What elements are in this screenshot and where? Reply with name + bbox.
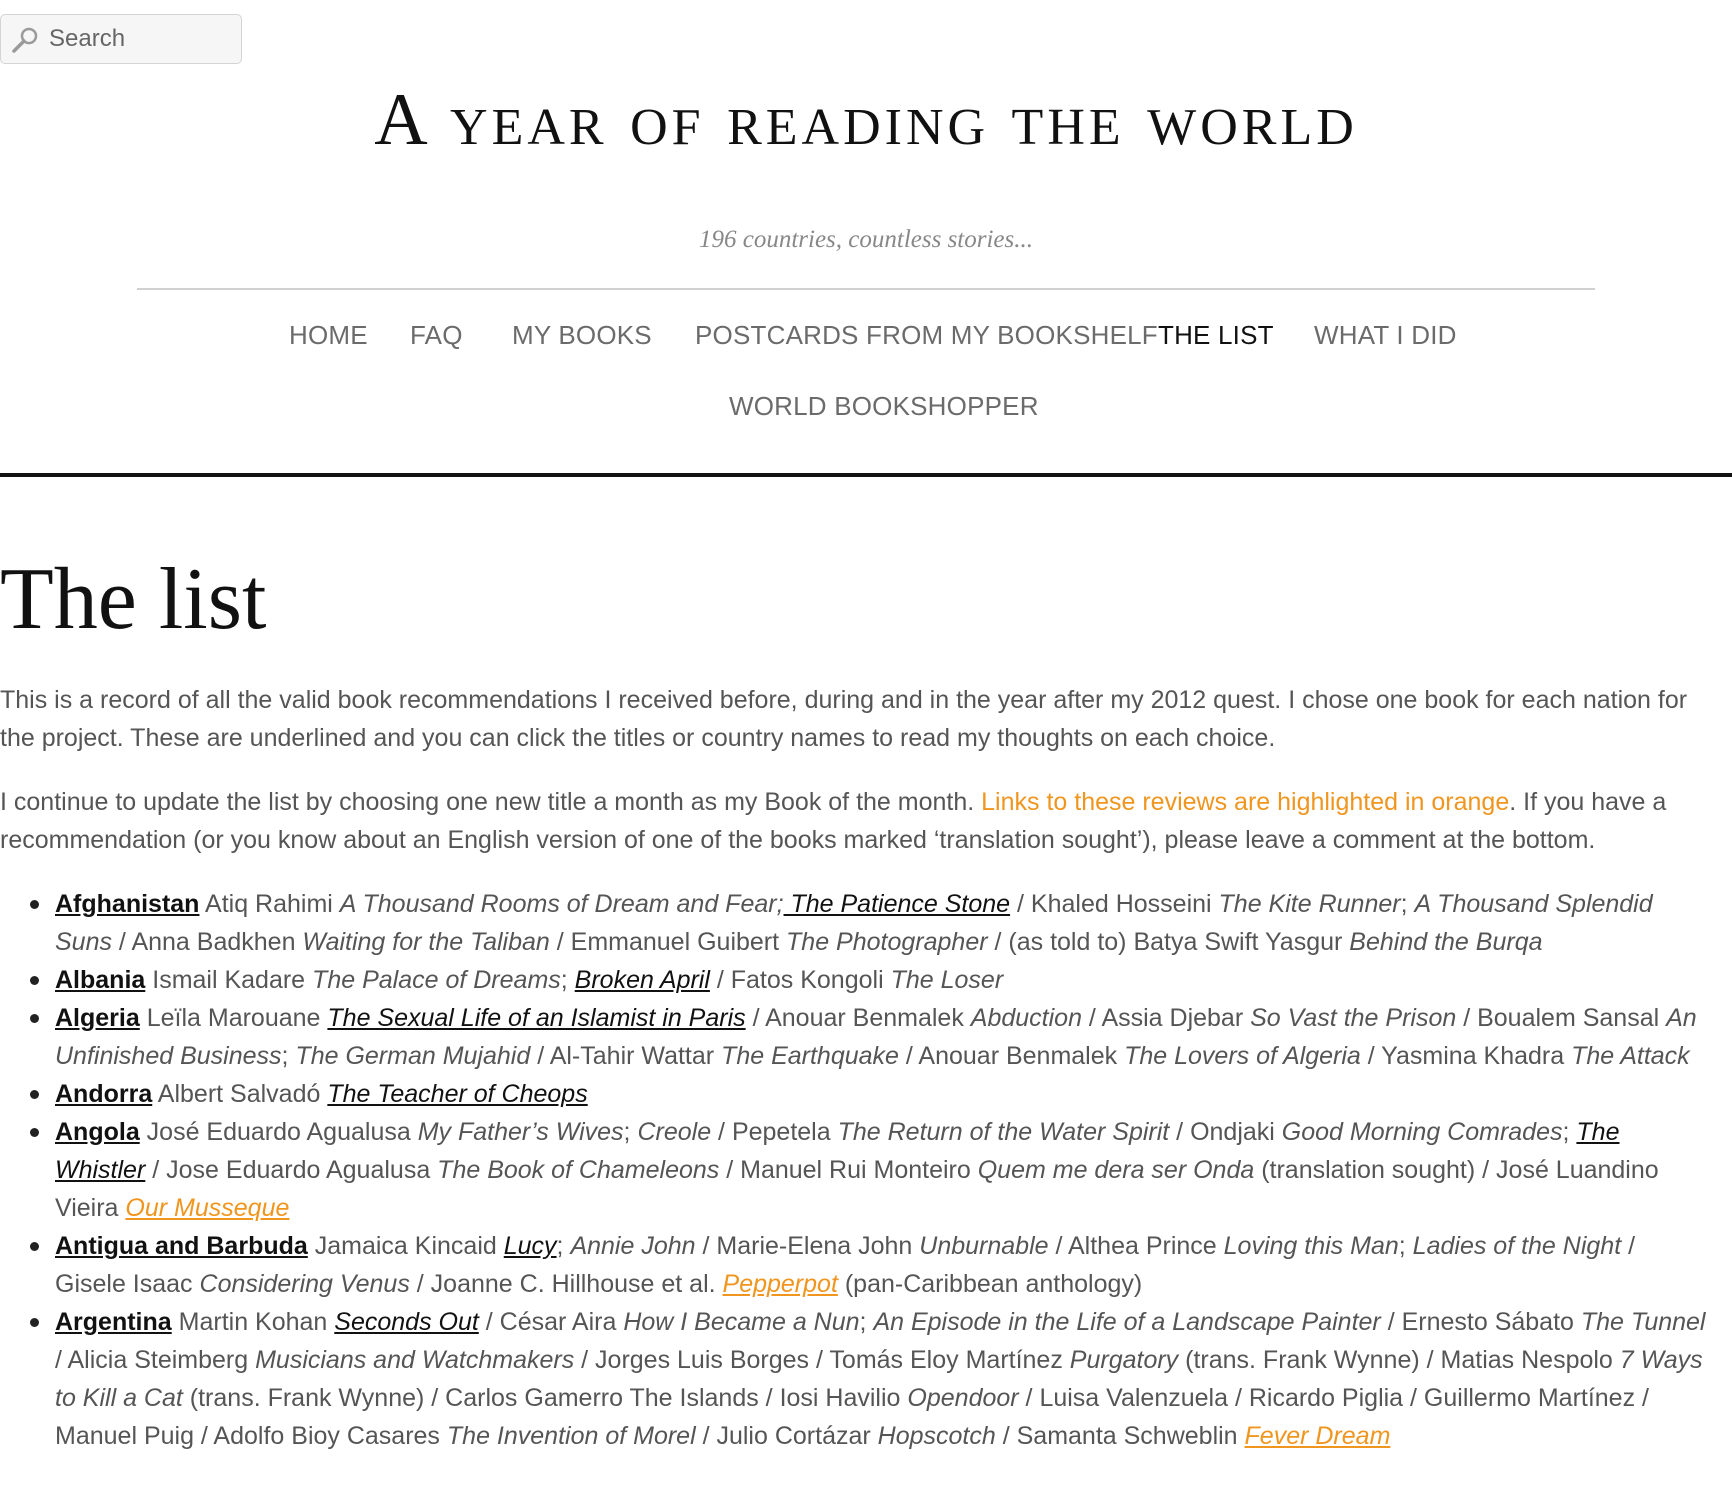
book-title: An Unfinished Business [55,1004,1697,1070]
author: / Althea Prince [1048,1232,1224,1260]
book-link[interactable]: The Teacher of Cheops [327,1080,588,1108]
bullet-icon [30,1128,39,1137]
book-title: 7 Ways to Kill a Cat [55,1346,1703,1412]
book-link[interactable]: The Whistler [55,1118,1620,1184]
book-title: Opendoor [907,1384,1019,1412]
book-title: An Episode in the Life of a Landscape Painter [873,1308,1381,1336]
page-title: The list [0,551,267,648]
book-link[interactable]: The Patience Stone [783,890,1011,918]
book-link[interactable]: Lucy [503,1232,557,1260]
separator: ; [776,890,784,918]
book-title: Loving this Man [1223,1232,1399,1260]
book-title: Good Morning Comrades [1281,1118,1563,1146]
author: / Yasmina Khadra [1360,1042,1572,1070]
site-title [0,78,1732,163]
book-title: The Invention of Morel [446,1422,696,1450]
list-item-albania [55,961,1712,999]
nav-divider [0,473,1732,477]
book-title: Abduction [970,1004,1082,1032]
book-of-the-month-link[interactable]: Pepperpot [722,1270,838,1298]
nav-item-my-books[interactable]: MY BOOKS [512,320,652,350]
page-content [0,681,1712,1455]
author: / Anna Badkhen [111,928,303,956]
separator: ; [281,1042,296,1070]
intro-text-a: I continue to update the list by choosing one new title a month as my Book of the month. [0,788,982,816]
book-title: The Attack [1571,1042,1690,1070]
bullet-icon [30,900,39,909]
author: / Samanta Schweblin [995,1422,1245,1450]
book-title: Behind the Burqa [1349,928,1543,956]
book-title: The Kite Runner [1218,890,1401,918]
author: / Manuel Rui Monteiro [719,1156,978,1184]
author: / Gisele Isaac [55,1232,1636,1298]
country-link-afghanistan[interactable]: Afghanistan [55,890,200,918]
separator: ; [859,1308,874,1336]
author: / Jose Eduardo Agualusa [145,1156,438,1184]
nav-item-postcards[interactable]: POSTCARDS FROM MY BOOKSHELF [695,320,1158,350]
bullet-icon [30,976,39,985]
book-link[interactable]: Broken April [574,966,710,994]
orange-highlight-note: Links to these reviews are highlighted in orange [981,788,1510,816]
site-tagline: 196 countries, countless stories... [698,226,1033,253]
author: Leïla Marouane [139,1004,328,1032]
author: / Boualem Sansal [1456,1004,1667,1032]
book-title: The Book of Chameleons [437,1156,720,1184]
author: (trans. Frank Wynne) / Carlos Gamerro The Islands / Iosi Havilio [182,1384,908,1412]
author: Ismail Kadare [145,966,313,994]
separator: ; [1400,890,1415,918]
nav-item-home[interactable]: HOME [289,320,368,350]
book-title: Quem me dera ser Onda [977,1156,1255,1184]
book-title: A Thousand Rooms of Dream and Fear [339,890,777,918]
book-title: The Lovers of Algeria [1124,1042,1361,1070]
nav-item-the-list[interactable]: THE LIST [1158,320,1274,350]
bullet-icon [30,1242,39,1251]
author: / Al-Tahir Wattar [530,1042,722,1070]
author: / Julio Cortázar [695,1422,878,1450]
book-title: The Tunnel [1580,1308,1706,1336]
book-title: The Earthquake [721,1042,899,1070]
author: / Marie-Elena John [695,1232,920,1260]
book-title: The Palace of Dreams [312,966,561,994]
nav-item-world-bookshopper[interactable]: WORLD BOOKSHOPPER [729,391,1039,421]
author: / Assia Djebar [1081,1004,1251,1032]
site-title-link[interactable]: A year of reading the world [374,79,1358,161]
book-title: Annie John [570,1232,696,1260]
author: / Anouar Benmalek [898,1042,1125,1070]
note: (pan-Caribbean anthology) [837,1270,1143,1298]
separator: ; [1562,1118,1577,1146]
list-item-algeria [55,999,1712,1075]
book-title: Waiting for the Taliban [302,928,550,956]
country-link-argentina[interactable]: Argentina [55,1308,172,1336]
intro-paragraph-2 [0,783,1712,859]
author: / Joanne C. Hillhouse et al. [409,1270,723,1298]
country-link-algeria[interactable]: Algeria [55,1004,140,1032]
author: Albert Salvadó [152,1080,328,1108]
book-title: Creole [637,1118,712,1146]
nav-item-what-i-did[interactable]: WHAT I DID [1314,320,1457,350]
book-link[interactable]: Seconds Out [334,1308,479,1336]
book-title: How I Became a Nun [623,1308,860,1336]
separator: ; [623,1118,638,1146]
book-title: My Father’s Wives [417,1118,624,1146]
book-of-the-month-link[interactable]: Fever Dream [1244,1422,1391,1450]
author: / Ernesto Sábato [1380,1308,1581,1336]
book-title: Musicians and Watchmakers [255,1346,575,1374]
list-item-antigua-and-barbuda [55,1227,1712,1303]
bullet-icon [30,1318,39,1327]
nav-item-faq[interactable]: FAQ [410,320,463,350]
book-title: Ladies of the Night [1412,1232,1622,1260]
author: Atiq Rahimi [199,890,340,918]
book-title: The Photographer [786,928,988,956]
bullet-icon [30,1014,39,1023]
intro-paragraph-1: This is a record of all the valid book recommendations I received before, during and in the year after my 2012 quest. I chose one book for each nation for the project. These are underlined and you can click the titles or country names to read my thoughts on each choice. [0,686,1688,752]
country-list [0,885,1712,1455]
country-link-angola[interactable]: Angola [55,1118,140,1146]
author: Jamaica Kincaid [307,1232,504,1260]
separator: ; [560,966,575,994]
author: / Ondjaki [1169,1118,1282,1146]
list-item-angola [55,1113,1712,1227]
intro-text-b: . If you have a recommendation (or you know about an English version of one of the books marked ‘translation sought’), please leave a comment at the bottom. [0,788,1667,854]
book-title: Unburnable [919,1232,1049,1260]
author: / Alicia Steimberg [55,1346,256,1374]
list-item-andorra [55,1075,1712,1113]
book-title: A Thousand Splendid Suns [55,890,1653,956]
author: / Luisa Valenzuela / Ricardo Piglia / Guillermo Martínez / Manuel Puig / Adolfo Bioy Casares [55,1384,1649,1450]
search-icon [11,27,39,53]
book-title: The German Mujahid [295,1042,531,1070]
author: Martin Kohan [171,1308,335,1336]
author: / César Aira [478,1308,624,1336]
book-of-the-month-link[interactable]: Our Musseque [125,1194,290,1222]
author: (translation sought) / José Luandino Vieira [55,1156,1659,1222]
author: (trans. Frank Wynne) / Matias Nespolo [1178,1346,1620,1374]
country-link-albania[interactable]: Albania [55,966,146,994]
author: / Jorges Luis Borges / Tomás Eloy Martínez [574,1346,1070,1374]
bullet-icon [30,1090,39,1099]
author: José Eduardo Agualusa [139,1118,418,1146]
search-input[interactable] [49,23,235,55]
author: / Fatos Kongoli [709,966,891,994]
author: / Anouar Benmalek [745,1004,971,1032]
separator: ; [1398,1232,1413,1260]
author: / (as told to) Batya Swift Yasgur [987,928,1350,956]
book-title: The Return of the Water Spirit [837,1118,1170,1146]
author: / Emmanuel Guibert [549,928,787,956]
search-box[interactable] [0,14,242,64]
header-divider [137,288,1595,290]
book-title: Purgatory [1069,1346,1179,1374]
separator: ; [556,1232,571,1260]
list-item-argentina [55,1303,1712,1455]
book-title: Considering Venus [199,1270,410,1298]
book-title: So Vast the Prison [1250,1004,1457,1032]
list-item-afghanistan [55,885,1712,961]
book-link[interactable]: The Sexual Life of an Islamist in Paris [327,1004,746,1032]
author: / Pepetela [711,1118,838,1146]
author: / Khaled Hosseini [1010,890,1219,918]
book-title: The Loser [890,966,1004,994]
country-link-antigua-and-barbuda[interactable]: Antigua and Barbuda [55,1232,308,1260]
book-title: Hopscotch [877,1422,996,1450]
country-link-andorra[interactable]: Andorra [55,1080,153,1108]
